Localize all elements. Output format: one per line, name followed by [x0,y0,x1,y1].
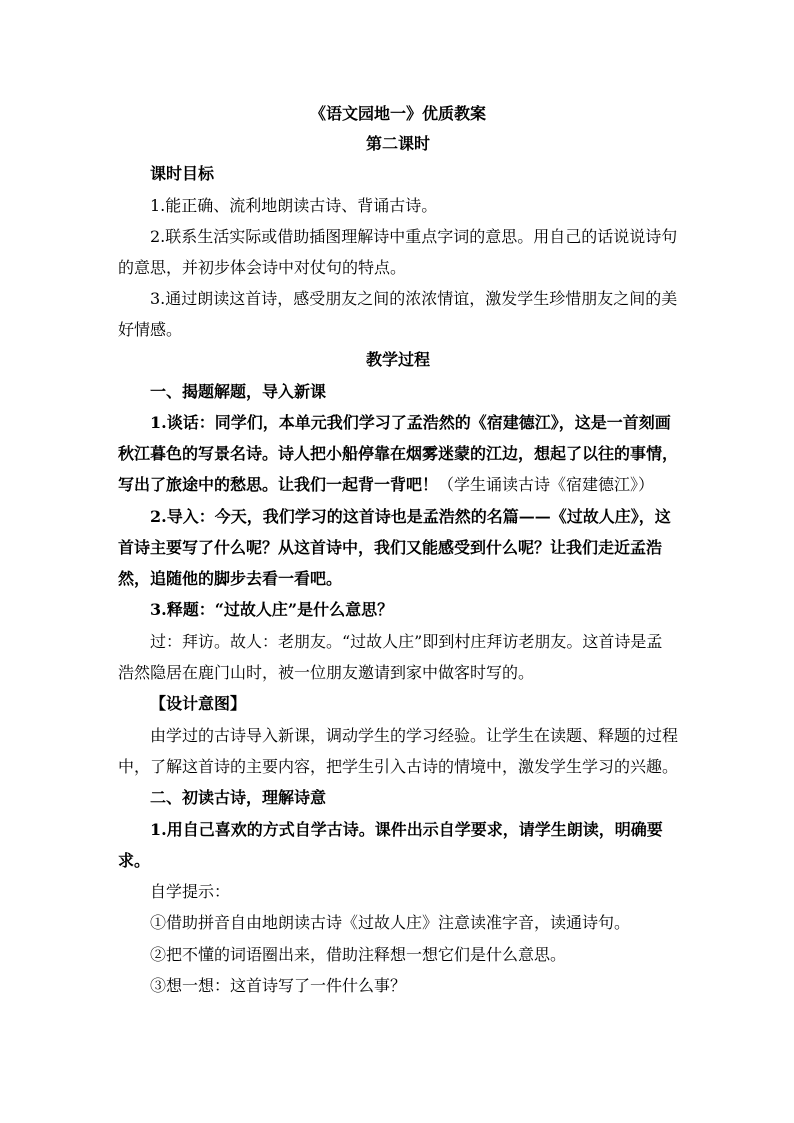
s1-paragraph-1-line-3-bold: 写出了旅途中的愁思。让我们一起背一背吧！ [118,475,439,494]
s1-paragraph-2-line-2: 首诗主要写了什么呢？从这首诗中，我们又能感受到什么呢？让我们走近孟浩 [118,538,663,557]
s1-paragraph-3-answer-line-2: 浩然隐居在鹿门山时，被一位朋友邀请到家中做客时写的。 [118,663,535,682]
s1-paragraph-1-line-3-normal: （学生诵读古诗《宿建德江》） [438,475,655,494]
goal-3-line-2: 好情感。 [118,320,183,339]
goals-heading: 课时目标 [150,164,215,183]
s1-paragraph-2-line-1: 2.导入：今天，我们学习的这首诗也是孟浩然的名篇——《过故人庄》，这 [150,507,671,526]
s1-paragraph-1-line-3 [118,475,678,495]
self-study-tip-1: ①借助拼音自由地朗读古诗《过故人庄》注意读准字音，读通诗句。 [150,913,631,932]
s1-paragraph-1-line-2: 秋江暮色的写景名诗。诗人把小船停靠在烟雾迷蒙的江边，想起了以往的事情， [118,444,679,463]
goal-2-line-2: 的意思，并初步体会诗中对仗句的特点。 [118,258,407,277]
process-heading: 教学过程 [365,350,430,369]
s2-paragraph-1-line-1: 1.用自己喜欢的方式自学古诗。课件出示自学要求，请学生朗读，明确要 [150,820,663,839]
s1-paragraph-2-line-3: 然，追随他的脚步去看一看吧。 [118,569,343,588]
goal-1: 1.能正确、流利地朗读古诗、背诵古诗。 [150,196,438,215]
self-study-tip-2: ②把不懂的词语圈出来，借助注释想一想它们是什么意思。 [150,945,567,964]
goal-2-line-1: 2.联系生活实际或借助插图理解诗中重点字词的意思。用自己的话说说诗句 [150,227,678,246]
design-intent-line-2: 中，了解这首诗的主要内容，把学生引入古诗的情境中，激发学生学习的兴趣。 [118,757,679,776]
s1-paragraph-3-answer-line-1: 过：拜访。故人：老朋友。“过故人庄”即到村庄拜访老朋友。这首诗是孟 [150,632,663,651]
section-1-heading: 一、揭题解题，导入新课 [150,382,327,401]
self-study-label: 自学提示： [150,882,231,901]
document-title: 《语文园地一》优质教案 [309,104,486,123]
section-2-heading: 二、初读古诗，理解诗意 [150,788,327,807]
design-intent-line-1: 由学过的古诗导入新课，调动学生的学习经验。让学生在读题、释题的过程 [150,726,679,745]
s2-paragraph-1-line-2: 求。 [118,851,151,870]
s1-paragraph-3: 3.释题：“过故人庄”是什么意思？ [150,600,394,619]
s1-paragraph-1-line-1: 1.谈话：同学们，本单元我们学习了孟浩然的《宿建德江》，这是一首刻画 [150,413,671,432]
self-study-tip-3: ③想一想：这首诗写了一件什么事？ [150,976,407,995]
design-intent-heading: 【设计意图】 [150,694,247,713]
goal-3-line-1: 3.通过朗读这首诗，感受朋友之间的浓浓情谊，激发学生珍惜朋友之间的美 [150,289,678,308]
lesson-subtitle: 第二课时 [365,134,430,153]
